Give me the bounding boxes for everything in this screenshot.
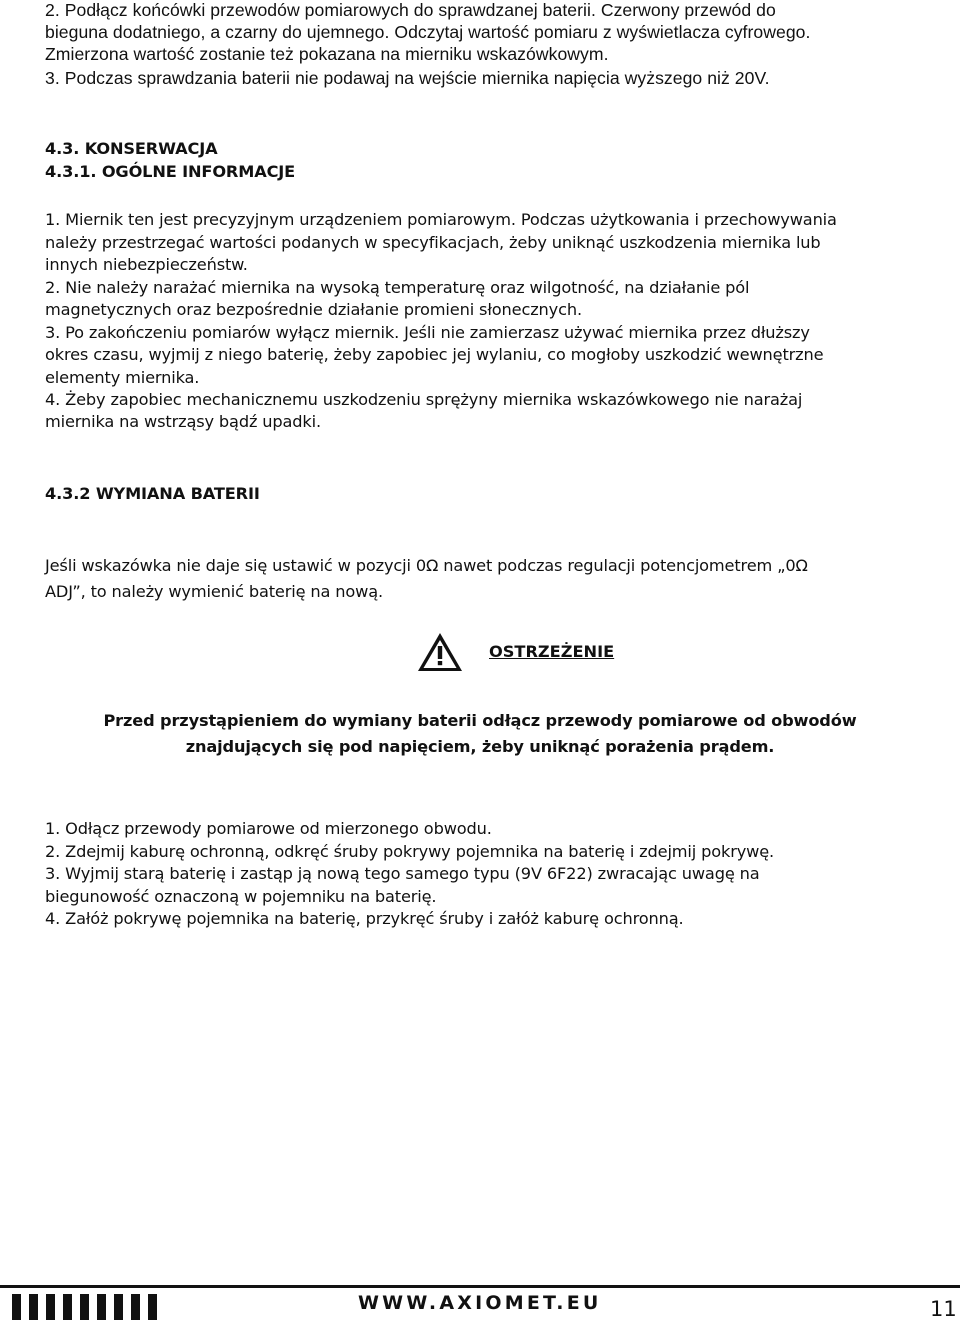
step-line: 3. Wyjmij starą baterię i zastąp ją nową tego samego typu (9V 6F22) zwracając uwagę na bbox=[45, 864, 760, 883]
battery-intro-line: ADJ”, to należy wymienić baterię na nową. bbox=[45, 582, 383, 601]
footer-divider bbox=[0, 1285, 960, 1288]
general-info-line: miernika na wstrząsy bądź upadki. bbox=[45, 412, 321, 431]
step-line: 4. Załóż pokrywę pojemnika na baterię, przykręć śruby i załóż kaburę ochronną. bbox=[45, 909, 684, 928]
warning-text-line: Przed przystąpieniem do wymiany baterii odłącz przewody pomiarowe od obwodów bbox=[103, 711, 857, 730]
general-info-line: 4. Żeby zapobiec mechanicznemu uszkodzeniu sprężyny miernika wskazówkowego nie narażaj bbox=[45, 390, 803, 409]
warning-text-line: znajdujących się pod napięciem, żeby uniknąć porażenia prądem. bbox=[185, 737, 775, 756]
step-line: 2. Zdejmij kaburę ochronną, odkręć śruby pokrywy pojemnika na baterię i zdejmij pokrywę. bbox=[45, 842, 775, 861]
general-info-line: należy przestrzegać wartości podanych w specyfikacjach, żeby uniknąć uszkodzenia miernika lub bbox=[45, 233, 821, 252]
battery-section-title: 4.3.2 WYMIANA BATERII bbox=[45, 484, 260, 503]
general-info-line: innych niebezpieczeństw. bbox=[45, 255, 248, 274]
battery-intro-line: Jeśli wskazówka nie daje się ustawić w pozycji 0Ω nawet podczas regulacji potencjometrem „0Ω bbox=[45, 556, 808, 575]
warning-triangle-icon bbox=[417, 632, 463, 672]
intro-line: bieguna dodatniego, a czarny do ujemnego. Odczytaj wartość pomiaru z wyświetlacza cyfrowego. bbox=[45, 22, 811, 42]
section-title: 4.3. KONSERWACJA bbox=[45, 139, 218, 158]
intro-line: Zmierzona wartość zostanie też pokazana na mierniku wskazówkowym. bbox=[45, 44, 609, 64]
warning-label: OSTRZEŻENIE bbox=[489, 642, 615, 661]
step-line: 1. Odłącz przewody pomiarowe od mierzonego obwodu. bbox=[45, 819, 492, 838]
general-info-line: 3. Po zakończeniu pomiarów wyłącz miernik. Jeśli nie zamierzasz używać miernika przez dłuższy bbox=[45, 323, 810, 342]
footer-website: WWW.AXIOMET.EU bbox=[358, 1292, 602, 1314]
general-info-line: okres czasu, wyjmij z niego baterię, żeby zapobiec jej wylaniu, co mogłoby uszkodzić wewnętrzne bbox=[45, 345, 824, 364]
step-line: biegunowość oznaczoną w pojemniku na baterię. bbox=[45, 887, 437, 906]
footer-barcode-decoration bbox=[12, 1294, 157, 1320]
general-info-line: magnetycznych oraz bezpośrednie działanie promieni słonecznych. bbox=[45, 300, 582, 319]
intro-line: 2. Podłącz końcówki przewodów pomiarowych do sprawdzanej baterii. Czerwony przewód do bbox=[45, 0, 776, 20]
page-number: 11 bbox=[930, 1297, 957, 1321]
general-info-line: elementy miernika. bbox=[45, 368, 200, 387]
subsection-title: 4.3.1. OGÓLNE INFORMACJE bbox=[45, 162, 296, 181]
general-info-line: 1. Miernik ten jest precyzyjnym urządzeniem pomiarowym. Podczas użytkowania i przechowywania bbox=[45, 210, 837, 229]
general-info-line: 2. Nie należy narażać miernika na wysoką temperaturę oraz wilgotność, na działanie pól bbox=[45, 278, 750, 297]
intro-line: 3. Podczas sprawdzania baterii nie podawaj na wejście miernika napięcia wyższego niż 20V. bbox=[45, 68, 770, 88]
